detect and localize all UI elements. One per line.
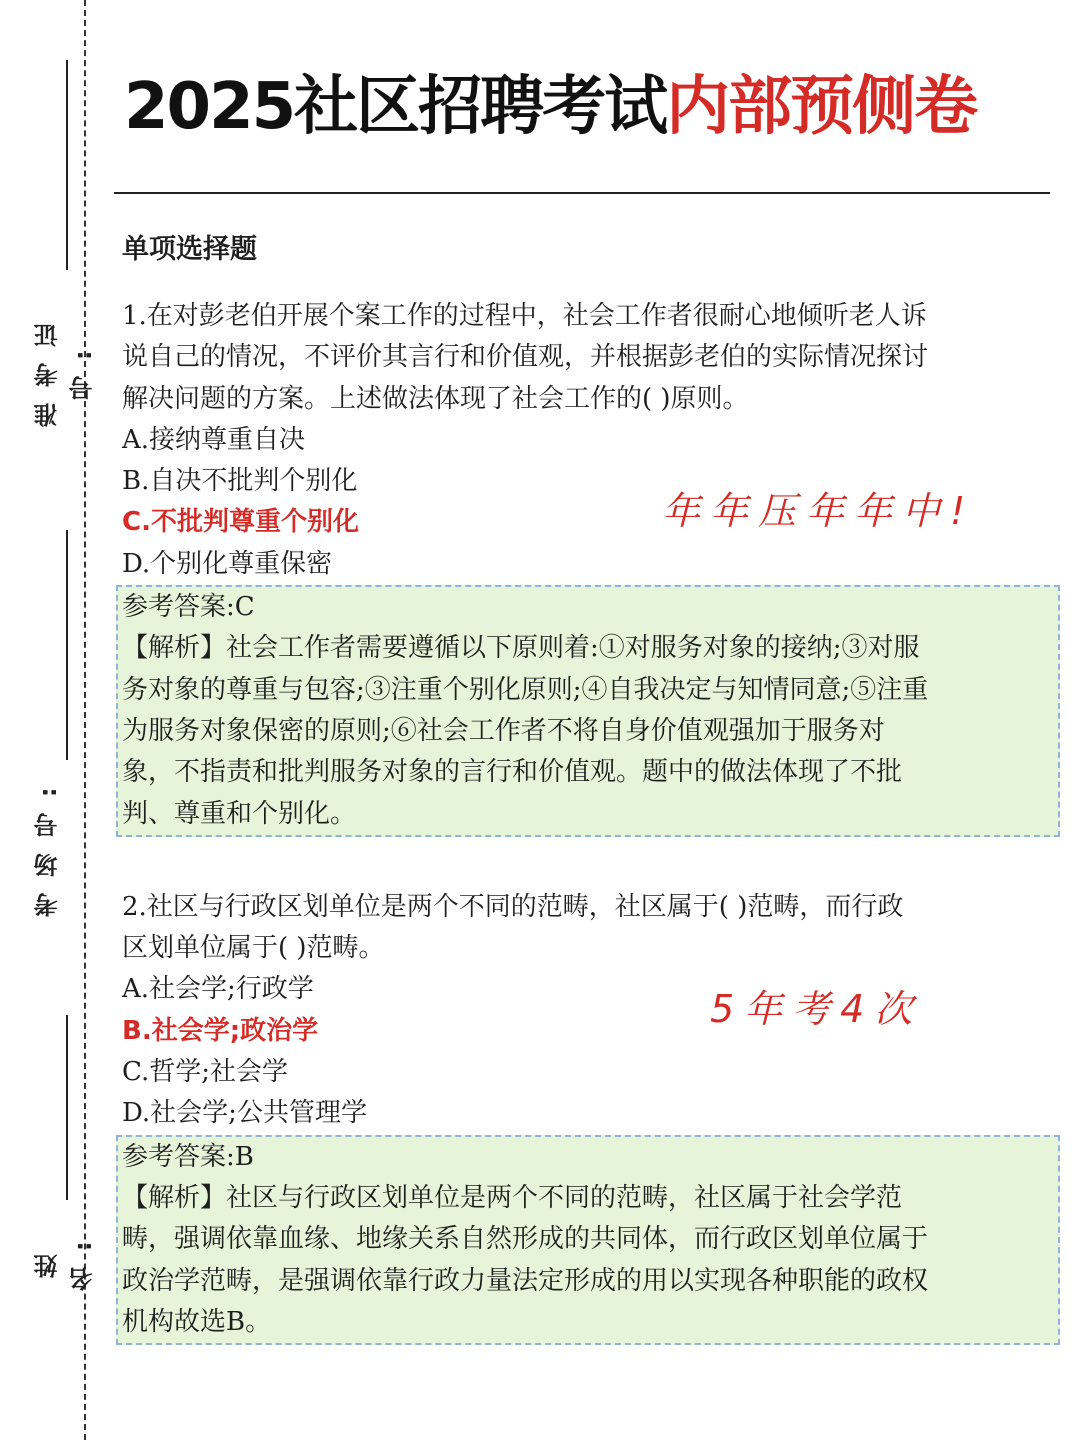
option-c-correct: C.不批判尊重个别化 [122, 507, 359, 538]
option-b-correct: B.社会学;政治学 [122, 1015, 319, 1046]
title-red-part: 内部预侧卷 [666, 70, 977, 144]
room-label: 考场号: [34, 771, 62, 917]
analysis-line: 象，不指责和批判服务对象的言行和价值观。题中的做法体现了不批 [122, 757, 903, 788]
answer-line: 参考答案:C [122, 592, 255, 623]
answer-line: 参考答案:B [122, 1141, 254, 1172]
analysis-line: 判、尊重和个别化。 [122, 798, 357, 829]
question-stem-line: 说自己的情况，不评价其言行和价值观，并根据彭老伯的实际情况探讨 [122, 342, 929, 373]
section-title: 单项选择题 [122, 234, 257, 265]
binding-dashed-line [84, 0, 86, 1440]
question-stem-line: 1.在对彭老伯开展个案工作的过程中，社会工作者很耐心地倾听老人诉 [122, 301, 927, 331]
question-1 [122, 296, 1046, 837]
answer-box [116, 585, 1060, 837]
exam-id-underline [66, 60, 68, 270]
option-a: A.接纳尊重自决 [122, 424, 306, 455]
option-d: D.社会学;公共管理学 [122, 1098, 367, 1129]
name-underline [66, 1015, 68, 1200]
analysis-line: 机构故选B。 [122, 1306, 272, 1337]
page-title [124, 62, 976, 152]
analysis-line: 政治学范畴，是强调依靠行政力量法定形成的用以实现各种职能的政权 [122, 1265, 929, 1296]
title-divider [114, 192, 1050, 194]
analysis-line: 畴，强调依靠血缘、地缘关系自然形成的共同体，而行政区划单位属于 [122, 1224, 929, 1255]
question-stem-line: 区划单位属于( )范畴。 [122, 933, 385, 964]
room-field [30, 530, 74, 920]
name-label: 姓名: [34, 1225, 97, 1292]
question-stem-line: 2.社区与行政区划单位是两个不同的范畴，社区属于( )范畴，而行政 [122, 891, 904, 922]
analysis-line: 务对象的尊重与包容;③注重个别化原则;④自我决定与知情同意;⑤注重 [122, 674, 929, 705]
exam-id-label: 准考证号: [34, 307, 97, 428]
handwritten-note-1: 年年压年年中! [662, 489, 976, 533]
option-c: C.哲学;社会学 [122, 1057, 288, 1088]
option-a: A.社会学;行政学 [122, 974, 314, 1005]
option-b: B.自决不批判个别化 [122, 466, 358, 497]
room-underline [66, 530, 68, 760]
name-field [30, 1015, 97, 1310]
exam-content [122, 226, 1046, 1345]
title-black-part: 2025社区招聘考试 [124, 70, 667, 144]
analysis-line: 【解析】社会工作者需要遵循以下原则着:①对服务对象的接纳;③对服 [122, 633, 920, 664]
question-2 [122, 887, 1046, 1345]
handwritten-note-2: 5年考4次 [710, 987, 923, 1031]
analysis-line: 为服务对象保密的原则;⑥社会工作者不将自身价值观强加于服务对 [122, 715, 885, 746]
answer-box [116, 1135, 1060, 1345]
analysis-line: 【解析】社区与行政区划单位是两个不同的范畴，社区属于社会学范 [122, 1182, 903, 1213]
exam-id-field [30, 60, 97, 460]
option-d: D.个别化尊重保密 [122, 548, 333, 579]
question-stem-line: 解决问题的方案。上述做法体现了社会工作的( )原则。 [122, 383, 749, 414]
